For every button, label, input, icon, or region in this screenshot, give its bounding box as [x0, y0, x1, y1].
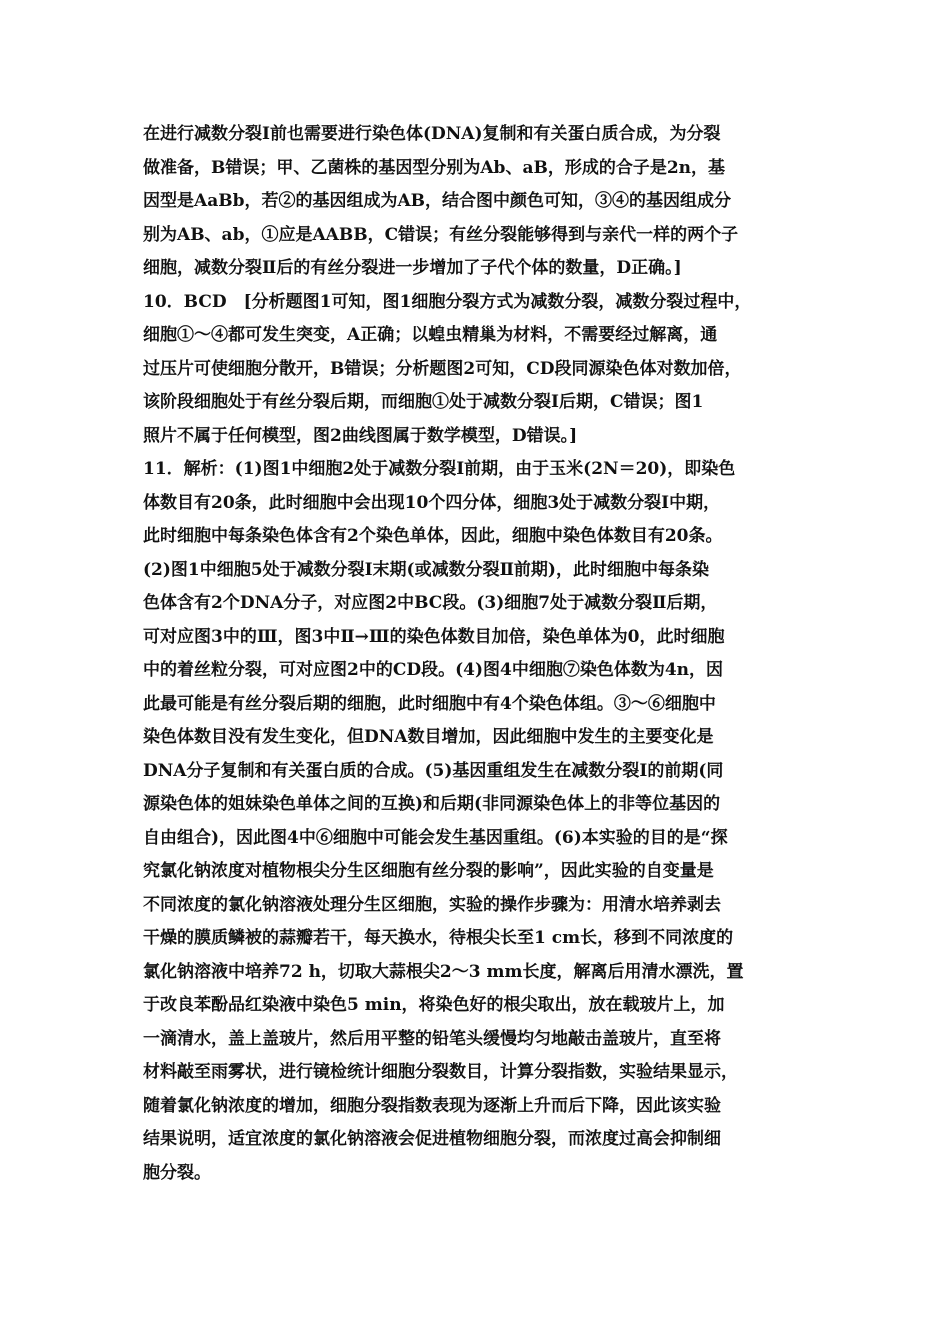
text-line: 此时细胞中每条染色体含有2个染色单体，因此，细胞中染色体数目有20条。	[143, 526, 723, 546]
text-line: 胞分裂。	[143, 1162, 211, 1183]
text-line: 照片不属于任何模型，图2曲线图属于数学模型，D错误。]	[143, 425, 578, 446]
text-line: 材料敲至雨雾状，进行镜检统计细胞分裂数目，计算分裂指数，实验结果显示，	[143, 1062, 738, 1082]
text-line: 干燥的膜质鳞被的蒜瓣若干，每天换水，待根尖长至1 cm长，移到不同浓度的	[143, 928, 734, 948]
text-line: 中的着丝粒分裂，可对应图2中的CD段。(4)图4中细胞⑦染色体数为4n，因	[143, 660, 724, 680]
text-line: DNA分子复制和有关蛋白质的合成。(5)基因重组发生在减数分裂Ⅰ的前期(同	[143, 760, 724, 781]
text-line: 色体含有2个DNA分子，对应图2中BC段。(3)细胞7处于减数分裂Ⅱ后期，	[143, 593, 718, 613]
text-line: 不同浓度的氯化钠溶液处理分生区细胞，实验的操作步骤为：用清水培养剥去	[143, 894, 721, 915]
text-line: 随着氯化钠浓度的增加，细胞分裂指数表现为逐渐上升而后下降，因此该实验	[143, 1095, 721, 1116]
text-line: 过压片可使细胞分散开，B错误；分析题图2可知，CD段同源染色体对数加倍，	[143, 358, 742, 379]
text-line: 做准备，B错误；甲、乙菌株的基因型分别为Ab、aB，形成的合子是2n，基	[143, 157, 726, 178]
text-line: 此最可能是有丝分裂后期的细胞，此时细胞中有4个染色体组。③～⑥细胞中	[143, 693, 716, 714]
text-line: (2)图1中细胞5处于减数分裂Ⅰ末期(或减数分裂Ⅱ前期)，此时细胞中每条染	[143, 559, 709, 580]
answer-11-line: 11．解析：(1)图1中细胞2处于减数分裂Ⅰ前期，由于玉米(2N＝20)，即染色	[143, 459, 736, 479]
text-line: 一滴清水，盖上盖玻片，然后用平整的铅笔头缓慢均匀地敲击盖玻片，直至将	[143, 1028, 721, 1049]
text-line: 细胞①～④都可发生突变，A正确；以蝗虫精巢为材料，不需要经过解离，通	[143, 325, 718, 345]
text-line: 自由组合)，因此图4中⑥细胞中可能会发生基因重组。(6)本实验的目的是“探	[143, 827, 728, 848]
answer-10-line: 10．BCD [分析题图1可知，图1细胞分裂方式为减数分裂，减数分裂过程中，	[143, 291, 752, 312]
text-line: 于改良苯酚品红染液中染色5 min，将染色好的根尖取出，放在载玻片上，加	[143, 995, 725, 1015]
text-line: 氯化钠溶液中培养72 h，切取大蒜根尖2～3 mm长度，解离后用清水漂洗，置	[143, 961, 744, 982]
text-line: 细胞，减数分裂Ⅱ后的有丝分裂进一步增加了子代个体的数量，D正确。]	[143, 258, 682, 278]
text-line: 源染色体的姐妹染色单体之间的互换)和后期(非同源染色体上的非等位基因的	[143, 794, 721, 814]
text-line: 究氯化钠浓度对植物根尖分生区细胞有丝分裂的影响”，因此实验的自变量是	[143, 861, 714, 881]
text-line: 该阶段细胞处于有丝分裂后期，而细胞①处于减数分裂Ⅰ后期，C错误；图1	[143, 392, 704, 412]
text-line: 因型是AaBb，若②的基因组成为AB，结合图中颜色可知，③④的基因组成分	[143, 191, 732, 211]
text-line: 别为AB、ab，①应是AABB，C错误；有丝分裂能够得到与亲代一样的两个子	[143, 224, 739, 245]
text-line: 染色体数目没有发生变化，但DNA数目增加，因此细胞中发生的主要变化是	[143, 727, 714, 747]
answer-text-block	[143, 118, 811, 1190]
text-line: 在进行减数分裂Ⅰ前也需要进行染色体(DNA)复制和有关蛋白质合成，为分裂	[143, 124, 721, 144]
text-line: 可对应图3中的Ⅲ，图3中Ⅱ→Ⅲ的染色体数目加倍，染色单体为0，此时细胞	[143, 626, 725, 647]
text-line: 结果说明，适宜浓度的氯化钠溶液会促进植物细胞分裂，而浓度过高会抑制细	[143, 1129, 721, 1149]
text-line: 体数目有20条，此时细胞中会出现10个四分体，细胞3处于减数分裂Ⅰ中期，	[143, 492, 721, 513]
